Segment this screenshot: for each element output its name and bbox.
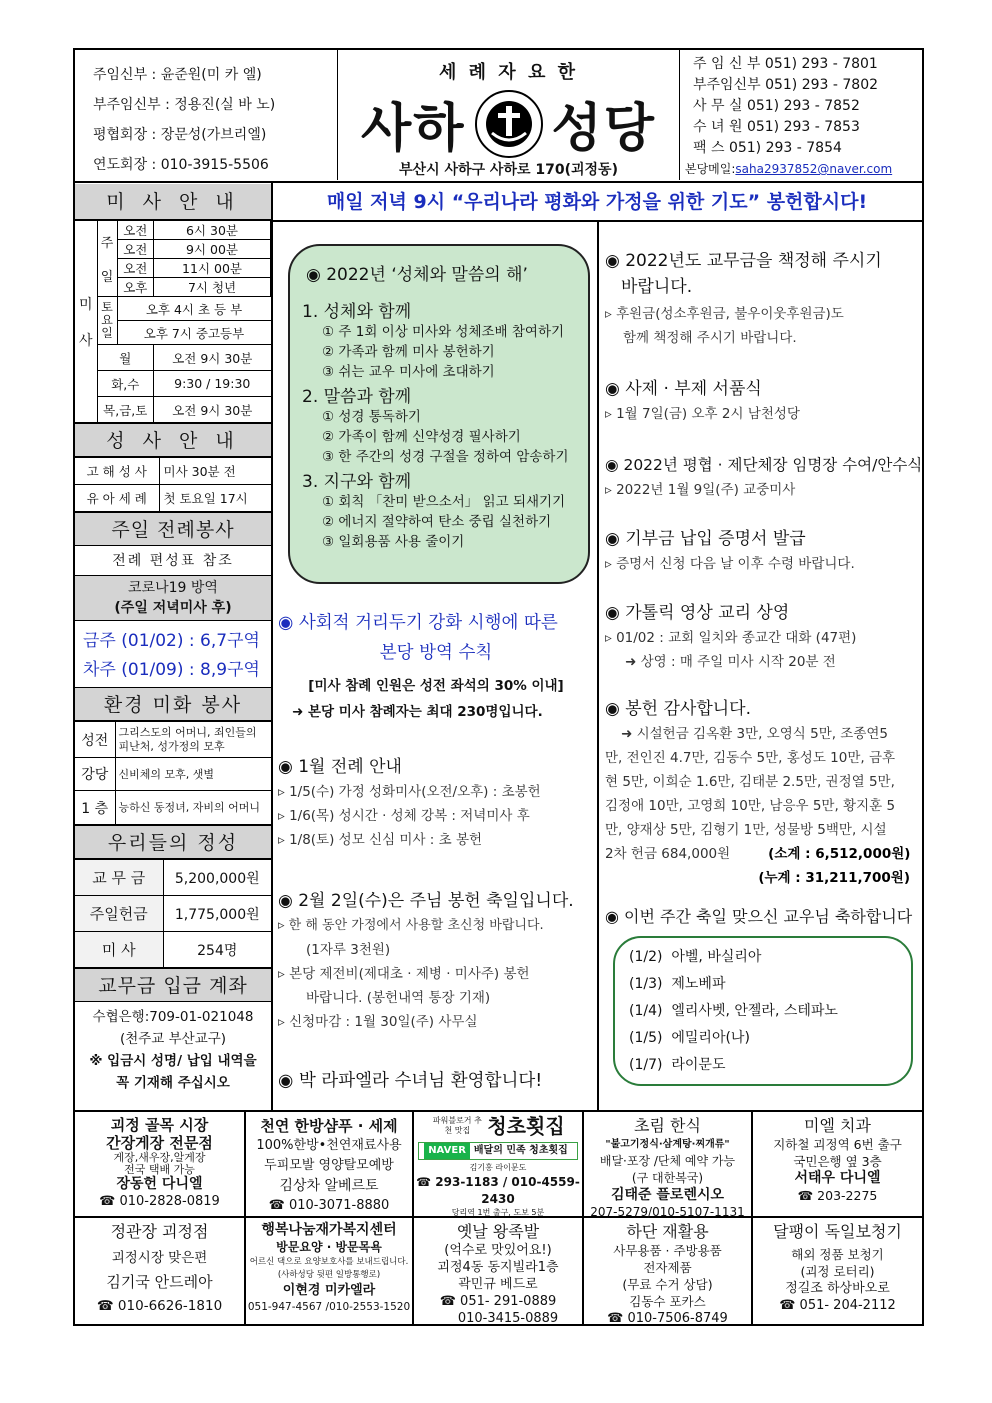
account-info: 수협은행:709-01-021048 (천주교 부산교구) ※ 입금시 성명/ 납입 내역을 꼭 기재해 주십시오 [89, 1009, 257, 1091]
covid-title: 코로나19 방역 (주일 저녁미사 후) [75, 576, 271, 621]
header-title-block [337, 50, 680, 180]
title-left: 사하 [361, 99, 466, 159]
church-logo-icon [472, 89, 546, 159]
ad-hearing-aid: 달팽이 독일보청기 해외 정품 보청기 (괴정 로터리) 정길조 하상바오로 ☎ 051- 204-2112 [773, 1222, 902, 1313]
ad-dental: 미엘 치과 지하철 괴정역 6번 출구 국민은행 옆 3층 서태우 다니엘 ☎ 203-2275 [773, 1116, 902, 1203]
ad-ginseng: 정관장 괴정점 괴정시장 맞은편 김기국 안드레아 ☎ 010-6626-1810 [96, 1222, 223, 1314]
divider [597, 221, 599, 1110]
ad-welfare: 행복나눔재가복지센터 방문요양 · 방문목욕 어르신 댁으로 요양보호사를 보내드립니다. (사하성당 뒷편 일방통행로) 이현경 미카엘라 051-947-4567 /010-2553-1520 [247, 1222, 411, 1313]
right-column: ◉ 2022년도 교무금을 책정해 주시기 바랍니다. ▹ 후원금(성소후원금, 불우이웃후원금)도 함께 책정해 주시기 바랍니다. ◉ 사제 · 부제 서품식 ▹ 1월 7일(금) 오후 2시 남천성당 ◉ 2022년 평협 · 제단체장 임명장 수여/안수식 ▹ 2022년 1월 9일(주) 교중미사 ◉ 기부금 납입 증명서 발급 ▹ 증명서 신청 다음 날 이후 수령 바랍니다. ◉ 가톨릭 영상 교리 상영 ▹ 01/02 : 교회 일치와 종교간 대화 (47편) ➜ 상영 : 매 주일 미사 시작 20분 전 ◉ 봉헌 감사합니다. ➜ 시설헌금 김옥환 3만, 오영식 5만, 조종연5 만, 전인진 4.7만, 김동수 5만, 홍성도 10만, 금후 현 5만, 이희순 1.6만, 김태분 2.5만, 권정열 5만, 김정애 10만, 고영희 10만, 남응우 5만, 황지훈 5 만, 양재상 5만, 김형기 1만, 성물방 5백만, 시설 2차 헌금 684,000원 (소계 : 6,512,000원) (누계 : 31,211,700원) ◉ 이번 주간 축일 맞으신 교우님 축하합니다 [605, 251, 923, 926]
env-title: 환경 미화 봉사 [75, 687, 271, 721]
ad-pork-feet: 옛날 왕족발 (억수로 맛있어요!) 괴정4동 동지빌라1층 곽민규 베드로 ☎ 051- 291-0889 010-3415-0889 [437, 1222, 559, 1326]
liturgy-title: 주일 전례봉사 [75, 512, 271, 546]
ad-recycling: 하단 재활용 사무용품 · 주방용품 전자제품 (무료 수거 상담) 김동수 포카스 ☎ 010-7506-8749 [607, 1222, 728, 1326]
sacrament-table: 고 해 성 사 미사 30분 전 유 아 세 례 첫 토요일 17시 [75, 457, 271, 512]
distancing-notice: ◉ 사회적 거리두기 강화 시행에 따른 본당 방역 수칙 [미사 참례 인원은 성전 좌석의 30% 이내] ➜ 본당 미사 참례자는 최대 230명입니다. [278, 613, 564, 720]
welcome-notice: ◉ 박 라파엘라 수녀님 환영합니다! [278, 1071, 543, 1091]
header-staff: 주임신부 : 윤준원(미 카 엘) 부주임신부 : 정용진(실 바 노) 평협회장 : 장문성(가브리엘) 연도회장 : 010-3915-5506 [93, 67, 276, 173]
left-column [75, 184, 271, 1094]
title-right: 성당 [551, 99, 656, 159]
divider [73, 1110, 924, 1112]
mass-table: 미 사 주 일 오전 6시 30분 오전 9시 00분 오전 11시 00분 오후 7시 청년 토요일 오후 4시 초 등 부 오후 7시 중고등부 월 오전 9시 30분 화,수 9:30 / 19:30 목,금,토 오전 9시 30분 [75, 220, 271, 423]
env-table: 성전 그리스도의 어머니, 죄인들의 피난처, 성가정의 모후 강당 신비체의 모후, 샛별 1 층 능하신 동정녀, 자비의 어머니 [75, 721, 271, 825]
offering-title: 우리들의 정성 [75, 825, 271, 859]
ad-shampoo: 천연 한방샴푸 · 세제 100%한방•천연재료사용 두피모발 영양탈모예방 김상차 알베르토 ☎ 010-3071-8880 [256, 1117, 402, 1213]
ad-korean-food: 초림 한식 "불고기정식·삼계탕·찌개류" 배달·포장 /단체 예약 가능 (구 대한복국) 김태준 플로렌시오 207-5279/010-5107-1131 [590, 1116, 745, 1219]
prayer-banner: 매일 저녁 9시 “우리나라 평화와 가정을 위한 기도” 봉헌합시다! [326, 191, 868, 213]
jan-liturgy: ◉ 1월 전례 안내 ▹ 1/5(수) 가정 성화미사(오전/오후) : 초봉헌 ▹ 1/6(목) 성시간 · 성체 강복 : 저녁미사 후 ▹ 1/8(토) 성모 신심 미사 : 초 봉헌 [278, 757, 541, 848]
candlemas: ◉ 2월 2일(수)은 주님 봉헌 축일입니다. ▹ 한 해 동안 가정에서 사용할 초신청 바랍니다. (1자루 3천원) ▹ 본당 제전비(제대초 · 제병 · 미사주) 봉헌 바랍니다. (봉헌내역 통장 기재) ▹ 신청마감 : 1월 30일(주) 사무실 [278, 891, 574, 1030]
liturgy-text: 전례 편성표 참조 [75, 546, 271, 576]
ad-sashimi: 파워블로거 추천 맛집 청초횟집 NAVER 배달의 민족 청초횟집 김기홍 라이문도 ☎ 293-1183 / 010-4559-2430 당리역 1번 출구, 도보 5분 [416, 1113, 580, 1217]
divider [73, 181, 924, 183]
offering-table: 교 무 금 5,200,000원 주일헌금 1,775,000원 미 사 254명 [75, 859, 271, 968]
parish-patron: 세 례 자 요 한 [438, 62, 578, 83]
feast-box: (1/2) 아벨, 바실리아 (1/3) 제노베파 (1/4) 엘리사벳, 안젤라, 스테파노 (1/5) 에밀리아(나) (1/7) 라이문도 [613, 936, 913, 1086]
covid-zones: 금주 (01/02) : 6,7구역 차주 (01/09) : 8,9구역 [83, 631, 260, 680]
header-contacts: 주 임 신 부 051) 293 - 7801 부주임신부 051) 293 - 7802 사 무 실 051) 293 - 7852 수 녀 원 051) 293 - 7853 팩 스 051) 293 - 7854 본당메일:saha2937852@naver.com [685, 56, 893, 176]
ad-market: 괴정 골목 시장 간장게장 전문점 게장,새우장,알게장 전국 택배 가능 장동헌 다니엘 ☎ 010-2828-0819 [99, 1116, 220, 1209]
divider [271, 182, 273, 1110]
email-link[interactable]: saha2937852@naver.com [735, 162, 893, 176]
mass-title: 미 사 안 내 [75, 184, 271, 220]
sacrament-title: 성 사 안 내 [75, 423, 271, 457]
year-theme-box: ◉ 2022년 ‘성체와 말씀의 해’ 1. 성체와 함께 ① 주 1회 이상 미사와 성체조배 참여하기 ② 가족과 함께 미사 봉헌하기 ③ 쉬는 교우 미사에 초대하기 2. 말씀과 함께 ① 성경 통독하기 ② 가족이 함께 신약성경 필사하기 ③ 한 주간의 성경 구절을 정하여 암송하기 3. 지구와 함께 ① 회칙 「찬미 받으소서」 읽고 되새기기 ② 에너지 절약하여 탄소 중립 실천하기 ③ 일회용품 사용 줄이기 [288, 244, 590, 584]
address: 부산시 사하구 사하로 170(괴정동) [399, 162, 618, 178]
account-title: 교무금 입금 계좌 [75, 968, 271, 1002]
